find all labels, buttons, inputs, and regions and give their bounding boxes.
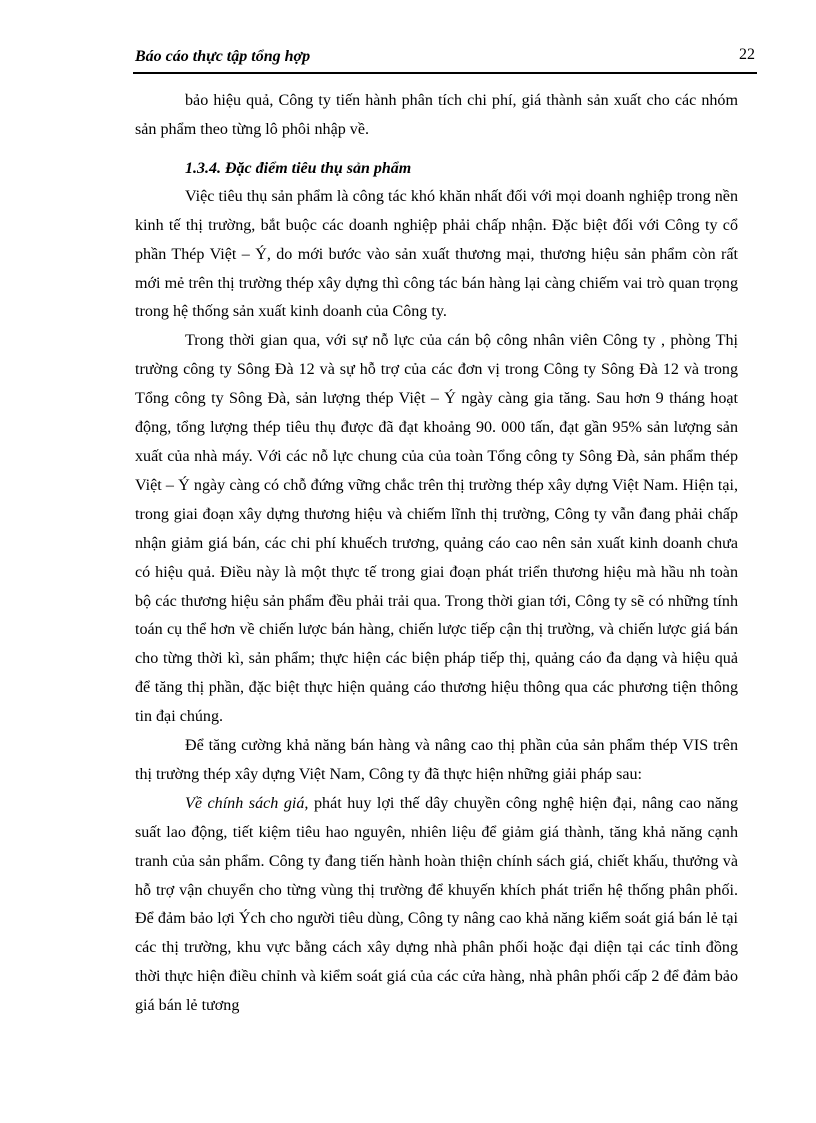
header-title: Báo cáo thực tập tổng hợp	[135, 48, 311, 65]
page-header	[133, 46, 757, 74]
paragraph-3: Để tăng cường khả năng bán hàng và nâng cao thị phần của sản phẩm thép VIS trên thị trường thép xây dựng Việt Nam, Công ty đã thực hiện những giải pháp sau:	[135, 737, 738, 783]
paragraph-4-lead: Về chính sách giá,	[185, 794, 309, 812]
paragraph-1: Việc tiêu thụ sản phẩm là công tác khó khăn nhất đối với mọi doanh nghiệp trong nền kinh tế thị trường, bắt buộc các doanh nghiệp phải chấp nhận. Đặc biệt đối với Công ty cổ phần Thép Việt – Ý, do mới bước vào sản xuất thương mại, thương hiệu sản phẩm còn rất mới mẻ trên thị trường thép xây dựng thì công tác bán hàng lại càng chiếm vai trò quan trọng trong hệ thống sản xuất kinh doanh của Công ty.	[135, 187, 738, 321]
document-body	[135, 87, 738, 1021]
paragraph-4	[135, 790, 738, 1021]
section-heading: 1.3.4. Đặc điểm tiêu thụ sản phẩm	[185, 159, 412, 177]
page-number: 22	[739, 46, 755, 63]
paragraph-4-text: phát huy lợi thế dây chuyền công nghệ hiện đại, nâng cao năng suất lao động, tiết kiệm tiêu hao nguyên, nhiên liệu để giảm giá thành, tăng khả năng cạnh tranh của sản phẩm. Công ty đang tiến hành hoàn thiện chính sách giá, chiết khấu, thưởng và hỗ trợ vận chuyển cho từng vùng thị trường để khuyến khích phát triển hệ thống phân phối. Để đảm bảo lợi Ých cho người tiêu dùng, Công ty nâng cao khả năng kiểm soát giá bán lẻ tại các thị trường, khu vực bằng cách xây dựng nhà phân phối hoặc đại diện tại các tỉnh đồng thời thực hiện điều chỉnh và kiểm soát giá của các cửa hàng, nhà phân phối cấp 2 để đảm bảo giá bán lẻ tương	[135, 794, 739, 1015]
paragraph-intro: bảo hiệu quả, Công ty tiến hành phân tích chi phí, giá thành sản xuất cho các nhóm sản phẩm theo từng lô phôi nhập về.	[135, 92, 738, 138]
paragraph-2: Trong thời gian qua, với sự nỗ lực của cán bộ công nhân viên Công ty , phòng Thị trường công ty Sông Đà 12 và sự hỗ trợ của các đơn vị trong Công ty Sông Đà 12 và trong Tổng công ty Sông Đà, sản lượng thép Việt – Ý ngày càng gia tăng. Sau hơn 9 tháng hoạt động, tổng lượng thép tiêu thụ được đã đạt khoảng 90. 000 tấn, đạt gần 95% sản lượng sản xuất của nhà máy. Với các nỗ lực chung của của toàn Tổng công ty Sông Đà, sản phẩm thép Việt – Ý ngày càng có chỗ đứng vững chắc trên thị trường thép xây dựng Việt Nam. Hiện tại, trong giai đoạn xây dựng thương hiệu và chiếm lĩnh thị trường, Công ty vẫn đang phải chấp nhận giảm giá bán, các chi phí khuếch trương, quảng cáo cao nên sản xuất kinh doanh chưa có hiệu quả. Điều này là một thực tế trong giai đoạn phát triển thương hiệu mà hầu nh toàn bộ các thương hiệu sản phẩm đều phải trải qua. Trong thời gian tới, Công ty sẽ có những tính toán cụ thể hơn về chiến lược bán hàng, chiến lược tiếp cận thị trường, và chiến lược giá bán cho từng thời kì, sản phẩm; thực hiện các biện pháp tiếp thị, quảng cáo đa dạng và hiệu quả để tăng thị phần, đặc biệt thực hiện quảng cáo thương hiệu thông qua các phương tiện thông tin đại chúng.	[135, 332, 738, 726]
